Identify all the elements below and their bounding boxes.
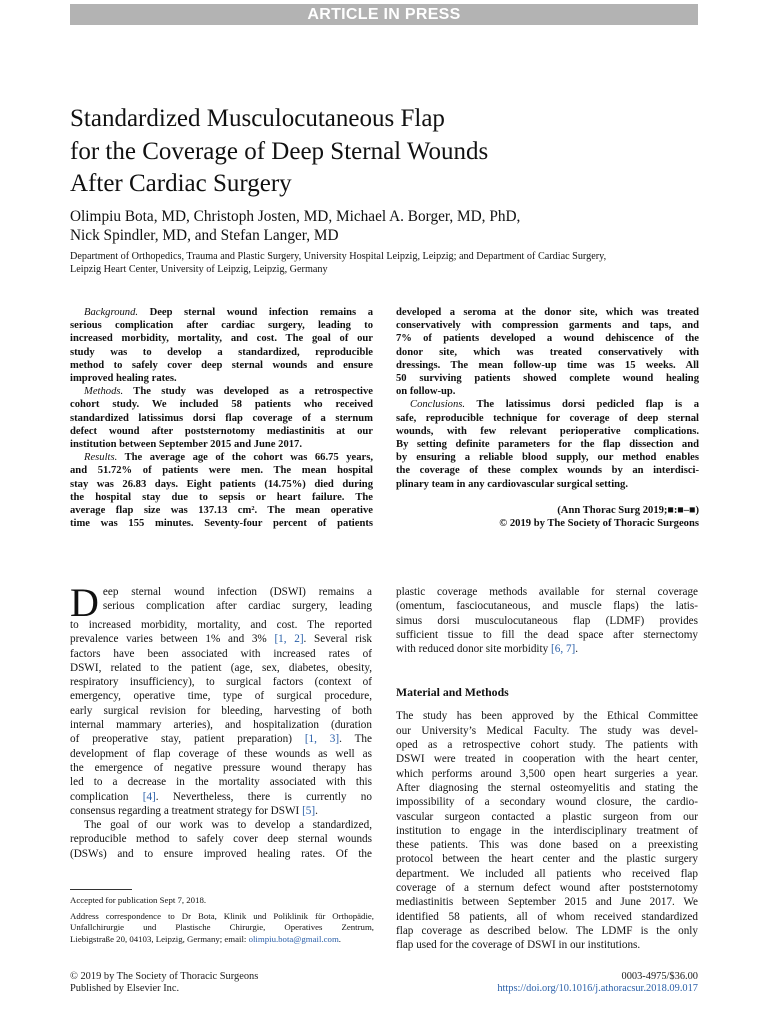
footer-copyright: © 2019 by The Society of Thoracic Surgeons <box>70 971 259 982</box>
abstract-line: developed a seroma at the donor site, which was treated <box>396 307 699 318</box>
title-line: After Cardiac Surgery <box>70 170 292 197</box>
author-line: Olimpiu Bota, MD, Christoph Josten, MD, Michael A. Borger, MD, PhD, <box>70 208 521 225</box>
body-line: After diagnosing the sternal osteomyelitis and stating the <box>396 781 698 794</box>
body-line: DSWI, related to the patient (age, sex, diabetes, obesity, <box>70 661 372 674</box>
footnote-rule <box>70 889 132 890</box>
abstract-line: average flap size was 137.13 cm². The mean operative <box>70 505 373 517</box>
abstract-text: The average age of the cohort was 66.75 years, <box>124 452 373 464</box>
issn-price: 0003-4975/$36.00 <box>621 971 698 982</box>
abstract-line: institution between September 2015 and June 2017. <box>70 439 302 451</box>
doi-link[interactable]: https://doi.org/10.1016/j.athoracsur.2018.09.017 <box>497 983 698 995</box>
body-line: to increased morbidity, mortality, and cost. The reported <box>70 619 372 631</box>
body-line: flap used for the coverage of DSWI in our institutions. <box>396 939 641 952</box>
body-line: serious complication after cardiac surgery, leading <box>102 600 372 613</box>
author-list <box>70 207 710 245</box>
correspondence-line: Unfallchirurgie und Plastische Chirurgie, Operatives Zentrum, <box>70 922 374 933</box>
footer-identifiers <box>497 971 698 995</box>
abstract-line <box>70 385 373 398</box>
abstract-line: time was 155 minutes. Seventy-four percent of patients <box>70 518 373 530</box>
reference-link[interactable]: [5] <box>302 804 316 817</box>
body-line: DSWI were treated in cooperation with the heart center, <box>396 753 698 766</box>
abstract-line: defect wound after poststernotomy mediastinitis at our <box>70 425 373 437</box>
abstract-line: study was to develop a standardized, reproducible <box>70 346 373 358</box>
body-line: which performs around 3,500 open heart surgeries a year. <box>396 767 698 780</box>
email-link[interactable]: olimpiu.bota@gmail.com <box>248 933 339 944</box>
abstract-line <box>70 306 373 319</box>
abstract-line: dressings. The mean follow-up time was 15 weeks. All <box>396 359 699 371</box>
abstract-line: the coverage of these complex wounds by an interdisci- <box>396 465 699 477</box>
abstract-line: and 51.72% of patients were men. The mean hospital <box>70 465 373 477</box>
abstract-text: The latissimus dorsi pedicled flap is a <box>476 399 700 411</box>
body-line: eep sternal wound infection (DSWI) remains a <box>102 586 372 598</box>
footnote <box>70 889 374 945</box>
body-line: development of flap coverage of these wounds as well as <box>70 747 372 760</box>
body-line: oped as a retrospective cohort study. The patients with <box>396 739 698 752</box>
affiliation-line: Department of Orthopedics, Trauma and Plastic Surgery, University Hospital Leipzig, Leipzig; and Department of Cardiac Surgery, <box>70 251 607 262</box>
abstract-line: increased morbidity, mortality, and cost. The goal of our <box>70 333 373 345</box>
body-line: vascular surgeon contacted a plastic surgeon from our <box>396 810 698 823</box>
abstract-line: 50 surviving patients showed complete wound healing <box>396 373 699 385</box>
body-line: with reduced donor site morbidity [6, 7]. <box>396 643 579 656</box>
body-line: simus dorsi musculocutaneous flap (LDMF) provides <box>396 614 698 627</box>
reference-link[interactable]: [1, 3] <box>304 733 340 746</box>
body-line: institution to engage in the interdisciplinary treatment of <box>396 824 698 837</box>
author-line: Nick Spindler, MD, and Stefan Langer, MD <box>70 227 339 244</box>
abstract-line <box>70 451 373 464</box>
abstract-text: Deep sternal wound infection remains a <box>149 307 373 318</box>
abstract-line: safe, reproducible technique for coverage of deep sternal <box>396 412 699 424</box>
abstract-line: serious complication after cardiac surgery, leading to <box>70 320 373 332</box>
body-line: department. We included all patients who received flap <box>396 867 698 880</box>
body-line: impossibility of a secondary wound closure, the cardio- <box>396 796 698 809</box>
abstract-text: The study was developed as a retrospective <box>133 386 373 398</box>
affiliations <box>70 250 710 276</box>
body-line: sufficient tissue to fill the dead space after sternectomy <box>396 628 698 641</box>
body-line: consensus regarding a treatment strategy for DSWI [5]. <box>70 804 318 817</box>
abstract-line: on follow-up. <box>396 386 456 398</box>
accepted-date: Accepted for publication Sept 7, 2018. <box>70 895 207 905</box>
body-line: early surgical revision for bleeding, harvesting of both <box>70 704 372 717</box>
background-label: Background. <box>84 307 139 318</box>
article-title <box>70 103 710 201</box>
body-line: factors have been associated with increased rates of <box>70 647 372 660</box>
body-line: respiratory insufficiency), to surgical factors (context of <box>70 676 372 689</box>
body-line: coverage of a sternum defect wound after poststernotomy <box>396 882 698 895</box>
reference-link[interactable]: [1, 2] <box>274 633 304 646</box>
footer-publisher <box>70 971 258 995</box>
methods-label: Methods. <box>84 386 124 398</box>
body-line: flap coverage as described below. The LDMF is the only <box>396 924 698 937</box>
body-line: emergency, operative time, type of surgical procedure, <box>70 690 372 703</box>
body-line: of preoperative stay, patient preparation) [1, 3]. The <box>70 733 372 746</box>
body-line: complication [4]. Nevertheless, there is currently no <box>70 790 372 803</box>
body-line: protocol between the heart center and the plastic surgery <box>396 853 698 866</box>
reference-link[interactable]: [6, 7] <box>551 643 576 656</box>
abstract-line: standardized latissimus dorsi flap coverage of a sternum <box>70 412 373 424</box>
footer-publisher-name: Published by Elsevier Inc. <box>70 983 180 995</box>
body-line: mediastinitis between September 2015 and June 2017. We <box>396 896 698 909</box>
section-heading: Material and Methods <box>396 685 509 700</box>
conclusions-label: Conclusions. <box>410 399 466 411</box>
abstract-line <box>396 398 699 411</box>
abstract-copyright: © 2019 by The Society of Thoracic Surgeons <box>499 518 699 530</box>
affiliation-line: Leipzig Heart Center, University of Leipzig, Leipzig, Germany <box>70 264 328 275</box>
results-label: Results. <box>84 452 118 464</box>
title-line: Standardized Musculocutaneous Flap <box>70 105 445 132</box>
body-line: led to a decrease in the mortality associated with this <box>70 776 372 789</box>
abstract-line: cohort study. We included 58 patients who received <box>70 399 373 411</box>
body-left-column <box>70 580 373 861</box>
body-line: identified 58 patients, all of whom received standardized <box>396 910 698 923</box>
body-line: our University’s Medical Faculty. The study was devel- <box>396 724 698 737</box>
abstract-line: By setting definite parameters for the flap dissection and <box>396 439 699 451</box>
abstract-line: the hospital stay due to sepsis or heart failure. The <box>70 491 373 503</box>
body-line: (DSWs) and to ensure improved healing rates. Of the <box>70 847 372 860</box>
body-line: plastic coverage methods available for sternal coverage <box>396 586 698 598</box>
correspondence-line: Address correspondence to Dr Bota, Klinik und Poliklinik für Orthopädie, <box>70 911 374 922</box>
abstract-line: conservatively with compression garments and taps, and <box>396 320 699 332</box>
drop-cap: D <box>70 580 99 625</box>
journal-citation: (Ann Thorac Surg 2019;■:■–■) <box>557 505 699 517</box>
body-line: prevalence varies between 1% and 3% [1, 2]. Several risk <box>70 633 373 646</box>
abstract-line: stay was 26.83 days. Eight patients (14.75%) died during <box>70 478 373 490</box>
abstract-line: improved healing rates. <box>70 373 177 385</box>
abstract-line: 7% of patients developed a wound dehiscence of the <box>396 333 699 345</box>
abstract-line: donor site, which was treated conservatively with <box>396 346 699 358</box>
article-in-press-banner: ARTICLE IN PRESS <box>70 4 698 25</box>
body-line: the emergence of negative pressure wound therapy has <box>70 761 372 774</box>
body-right-column <box>396 585 698 953</box>
abstract-line: wounds, with few relevant perioperative complications. <box>396 425 699 437</box>
body-line: these patients. This was done based on a preexisting <box>396 839 698 852</box>
body-line: internal mammary arteries), and hospitalization (duration <box>70 719 372 732</box>
abstract-line: by ensuring a reliable blood supply, our method enables <box>396 452 699 464</box>
abstract-left-column <box>70 306 373 530</box>
body-line: reproducible method to safely cover deep sternal wounds <box>70 833 372 846</box>
abstract-line: plinary team in any cardiovascular surgical setting. <box>396 478 628 490</box>
body-line: The study has been approved by the Ethical Committee <box>396 710 698 723</box>
abstract-right-column <box>396 306 699 530</box>
reference-link[interactable]: [4] <box>142 790 156 803</box>
body-line: The goal of our work was to develop a standardized, <box>84 819 372 832</box>
body-line: (omentum, fasciocutaneous, and muscle flaps) the latis- <box>396 600 698 613</box>
abstract-line: method to safely cover deep sternal wounds and ensure <box>70 359 373 371</box>
title-line: for the Coverage of Deep Sternal Wounds <box>70 137 489 165</box>
correspondence-line: Liebigstraße 20, 04103, Leipzig, Germany; email: olimpiu.bota@gmail.com. <box>70 933 341 944</box>
